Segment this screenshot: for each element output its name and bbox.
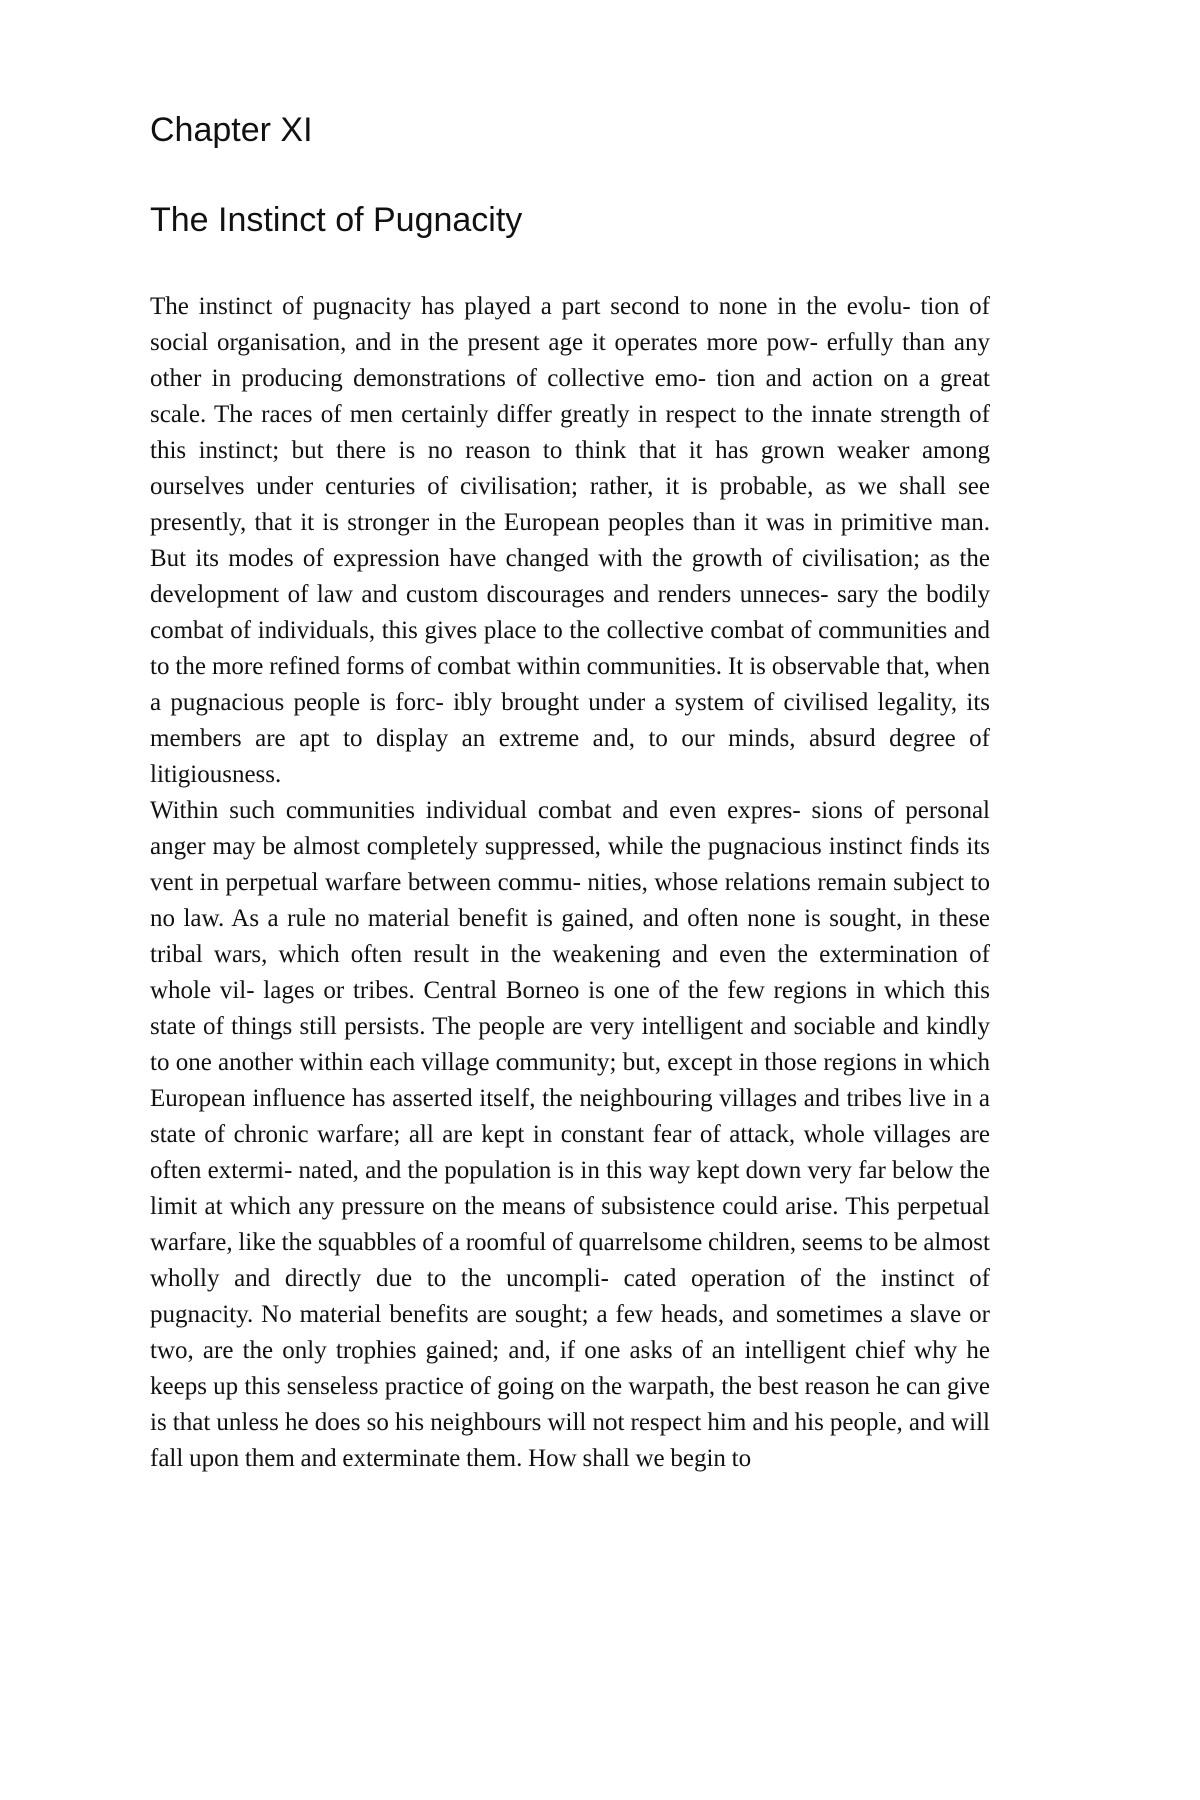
paragraph-1: The instinct of pugnacity has played a part second to none in the evolu- tion of social organisation, and in the present age it operates more pow- erfully than any other in producing demonstrations of collective emo- tion and action on a great scale. The races of men certainly differ greatly in respect to the innate strength of this instinct; but there is no reason to think that it has grown weaker among ourselves under centuries of civilisation; rather, it is probable, as we shall see presently, that it is stronger in the European peoples than it was in primitive man. But its modes of expression have changed with the growth of civilisation; as the development of law and custom discourages and renders unneces- sary the bodily combat of individuals, this gives place to the collective combat of communities and to the more refined forms of combat within communities. It is observable that, when a pugnacious people is forc- ibly brought under a system of civilised legality, its members are apt to display an extreme and, to our minds, absurd degree of litigiousness. bbox=[150, 293, 990, 788]
chapter-label: Chapter XI bbox=[150, 111, 313, 149]
book-page bbox=[150, 0, 990, 1800]
chapter-body bbox=[150, 289, 990, 1477]
paragraph-2: Within such communities individual combat and even expres- sions of personal anger may be almost completely suppressed, while the pugnacious instinct finds its vent in perpetual warfare between commu- nities, whose relations remain subject to no law. As a rule no material benefit is gained, and often none is sought, in these tribal wars, which often result in the weakening and even the extermination of whole vil- lages or tribes. Central Borneo is one of the few regions in which this state of things still persists. The people are very intelligent and sociable and kindly to one another within each village community; but, except in those regions in which European influence has asserted itself, the neighbouring villages and tribes live in a state of chronic warfare; all are kept in constant fear of attack, whole villages are often extermi- nated, and the population is in this way kept down very far below the limit at which any pressure on the means of subsistence could arise. This perpetual warfare, like the squabbles of a roomful of quarrelsome children, seems to be almost wholly and directly due to the uncompli- cated operation of the instinct of pugnacity. No material benefits are sought; a few heads, and sometimes a slave or two, are the only trophies gained; and, if one asks of an intelligent chief why he keeps up this senseless practice of going on the warpath, the best reason he can give is that unless he does so his neighbours will not respect him and his people, and will fall upon them and exterminate them. How shall we begin to bbox=[150, 797, 990, 1472]
chapter-title: The Instinct of Pugnacity bbox=[150, 201, 523, 239]
